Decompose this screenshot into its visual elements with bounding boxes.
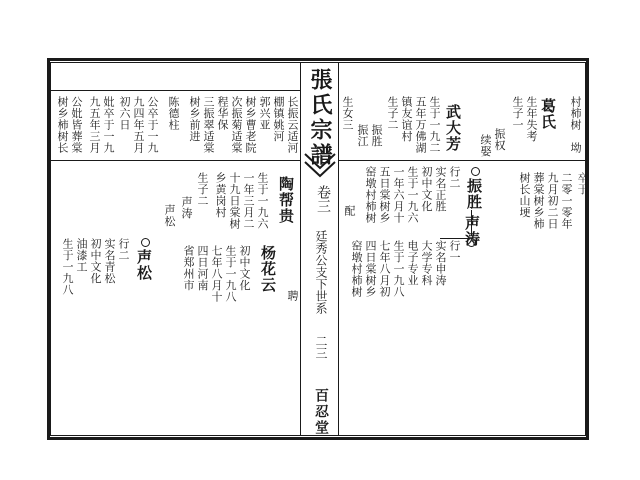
- person-name: 武大芳: [444, 104, 462, 152]
- text-column: 九月初二日: [546, 172, 559, 230]
- text-column: 长振云适河: [286, 96, 299, 154]
- lineage-connector: [471, 210, 472, 236]
- text-column: 卒于: [576, 172, 589, 195]
- text-column: 乡黄岗村: [214, 172, 227, 218]
- text-column: 振权: [493, 128, 506, 151]
- text-column: 四日棠树乡: [364, 240, 377, 298]
- text-column: 四日河南: [196, 245, 209, 291]
- text-column: 初中文化: [238, 245, 251, 291]
- text-column: 一年三月二: [242, 172, 255, 230]
- fishtail-chevron-icon: [303, 150, 337, 180]
- text-column: 生子二: [196, 172, 209, 207]
- text-column: 初中文化: [420, 166, 433, 212]
- publisher-name: 百忍堂: [313, 388, 329, 436]
- left-top-rule: [50, 90, 300, 91]
- text-column: 一年六月十: [392, 166, 405, 224]
- text-column: 七年八月初: [378, 240, 391, 298]
- text-column: 树乡前进: [188, 96, 201, 142]
- text-column: 公卒于一九: [146, 96, 159, 154]
- page-title: 張氏宗譜: [307, 68, 333, 168]
- text-column: 九四年五月: [132, 96, 145, 154]
- text-column: 生年失考: [525, 96, 538, 142]
- text-column: 初六日: [118, 96, 131, 131]
- text-column: 窑墩村柿树: [350, 240, 363, 298]
- text-column: 聘: [286, 290, 299, 302]
- text-column: 棚镇姚河: [272, 96, 285, 142]
- text-column: 妣卒于一九: [102, 96, 115, 154]
- text-column: 振胜: [370, 124, 383, 147]
- text-column: 初中文化: [89, 238, 102, 284]
- text-column: 树乡柿树长: [56, 96, 69, 154]
- text-column: 生于一九六: [406, 166, 419, 224]
- text-column: 配: [343, 205, 356, 217]
- text-column: 十九日棠树: [228, 172, 241, 230]
- text-column: 七年八月十: [210, 245, 223, 303]
- volume-label: 卷三: [315, 185, 331, 213]
- text-column: 行二: [117, 238, 130, 261]
- text-column: 葬棠树乡柿: [532, 172, 545, 230]
- person-name: 杨花云: [259, 245, 277, 293]
- text-column: 行二: [448, 166, 461, 189]
- text-column: 生于一九六: [256, 172, 269, 230]
- text-column: 郭兴亚: [258, 96, 271, 131]
- circle-marker-icon: [141, 238, 150, 247]
- text-column: 行一: [448, 240, 461, 263]
- text-column: 树乡曹老院: [244, 96, 257, 154]
- text-column: 五日棠树乡: [378, 166, 391, 224]
- section-label: 廷秀公支下世系: [314, 230, 328, 314]
- right-generation-rule: [338, 160, 586, 161]
- person-name: 葛氏: [539, 98, 557, 130]
- person-name: 声涛: [463, 215, 481, 247]
- left-generation-rule: [50, 160, 300, 161]
- spine-left-line: [300, 62, 301, 436]
- lineage-connector: [440, 238, 470, 239]
- text-column: 实名青松: [103, 238, 116, 284]
- text-column: 生子一: [511, 96, 524, 131]
- person-name: 声松: [135, 249, 153, 281]
- text-column: 声涛: [180, 196, 193, 219]
- person-name: 陶帮贵: [277, 176, 295, 224]
- circle-marker-icon: [467, 238, 476, 247]
- text-column: 振江: [356, 124, 369, 147]
- text-column: 实名正胜: [434, 166, 447, 212]
- text-column: 生女三: [341, 96, 354, 131]
- text-column: 窑墩村柿树: [364, 166, 377, 224]
- text-column: 声松: [163, 204, 176, 227]
- text-column: 生于一九八: [61, 238, 74, 296]
- text-column: 九五年三月: [88, 96, 101, 154]
- text-column: 二零一零年: [560, 172, 573, 230]
- circle-marker-icon: [471, 167, 480, 176]
- person-name: 振胜: [465, 178, 483, 210]
- text-column: 次振菊适棠: [230, 96, 243, 154]
- text-column: 陈德柱: [167, 96, 180, 131]
- text-column: 大学专科: [420, 240, 433, 286]
- spine-right-line: [338, 62, 339, 436]
- text-column: 树长山埂: [518, 172, 531, 218]
- text-column: 五年万佛湖: [414, 96, 427, 154]
- text-column: 生于一九八: [224, 245, 237, 303]
- text-column: 省郑州市: [182, 245, 195, 291]
- text-column: 程华保: [216, 96, 229, 131]
- page-number: 二三: [314, 335, 328, 359]
- text-column: 实名申涛: [434, 240, 447, 286]
- text-column: 镇友谊村: [400, 96, 413, 142]
- text-column: 电子专业: [406, 240, 419, 286]
- text-column: 生于一九二: [428, 96, 441, 154]
- text-column: 生子二: [386, 96, 399, 131]
- text-column: 生于一九八: [392, 240, 405, 298]
- text-column: 公妣皆葬棠: [70, 96, 83, 154]
- text-column: 三振翠适棠: [202, 96, 215, 154]
- text-column: 续娶: [479, 134, 492, 157]
- text-column: 油漆工: [75, 238, 88, 273]
- text-column: 村柿树 坳: [569, 96, 582, 154]
